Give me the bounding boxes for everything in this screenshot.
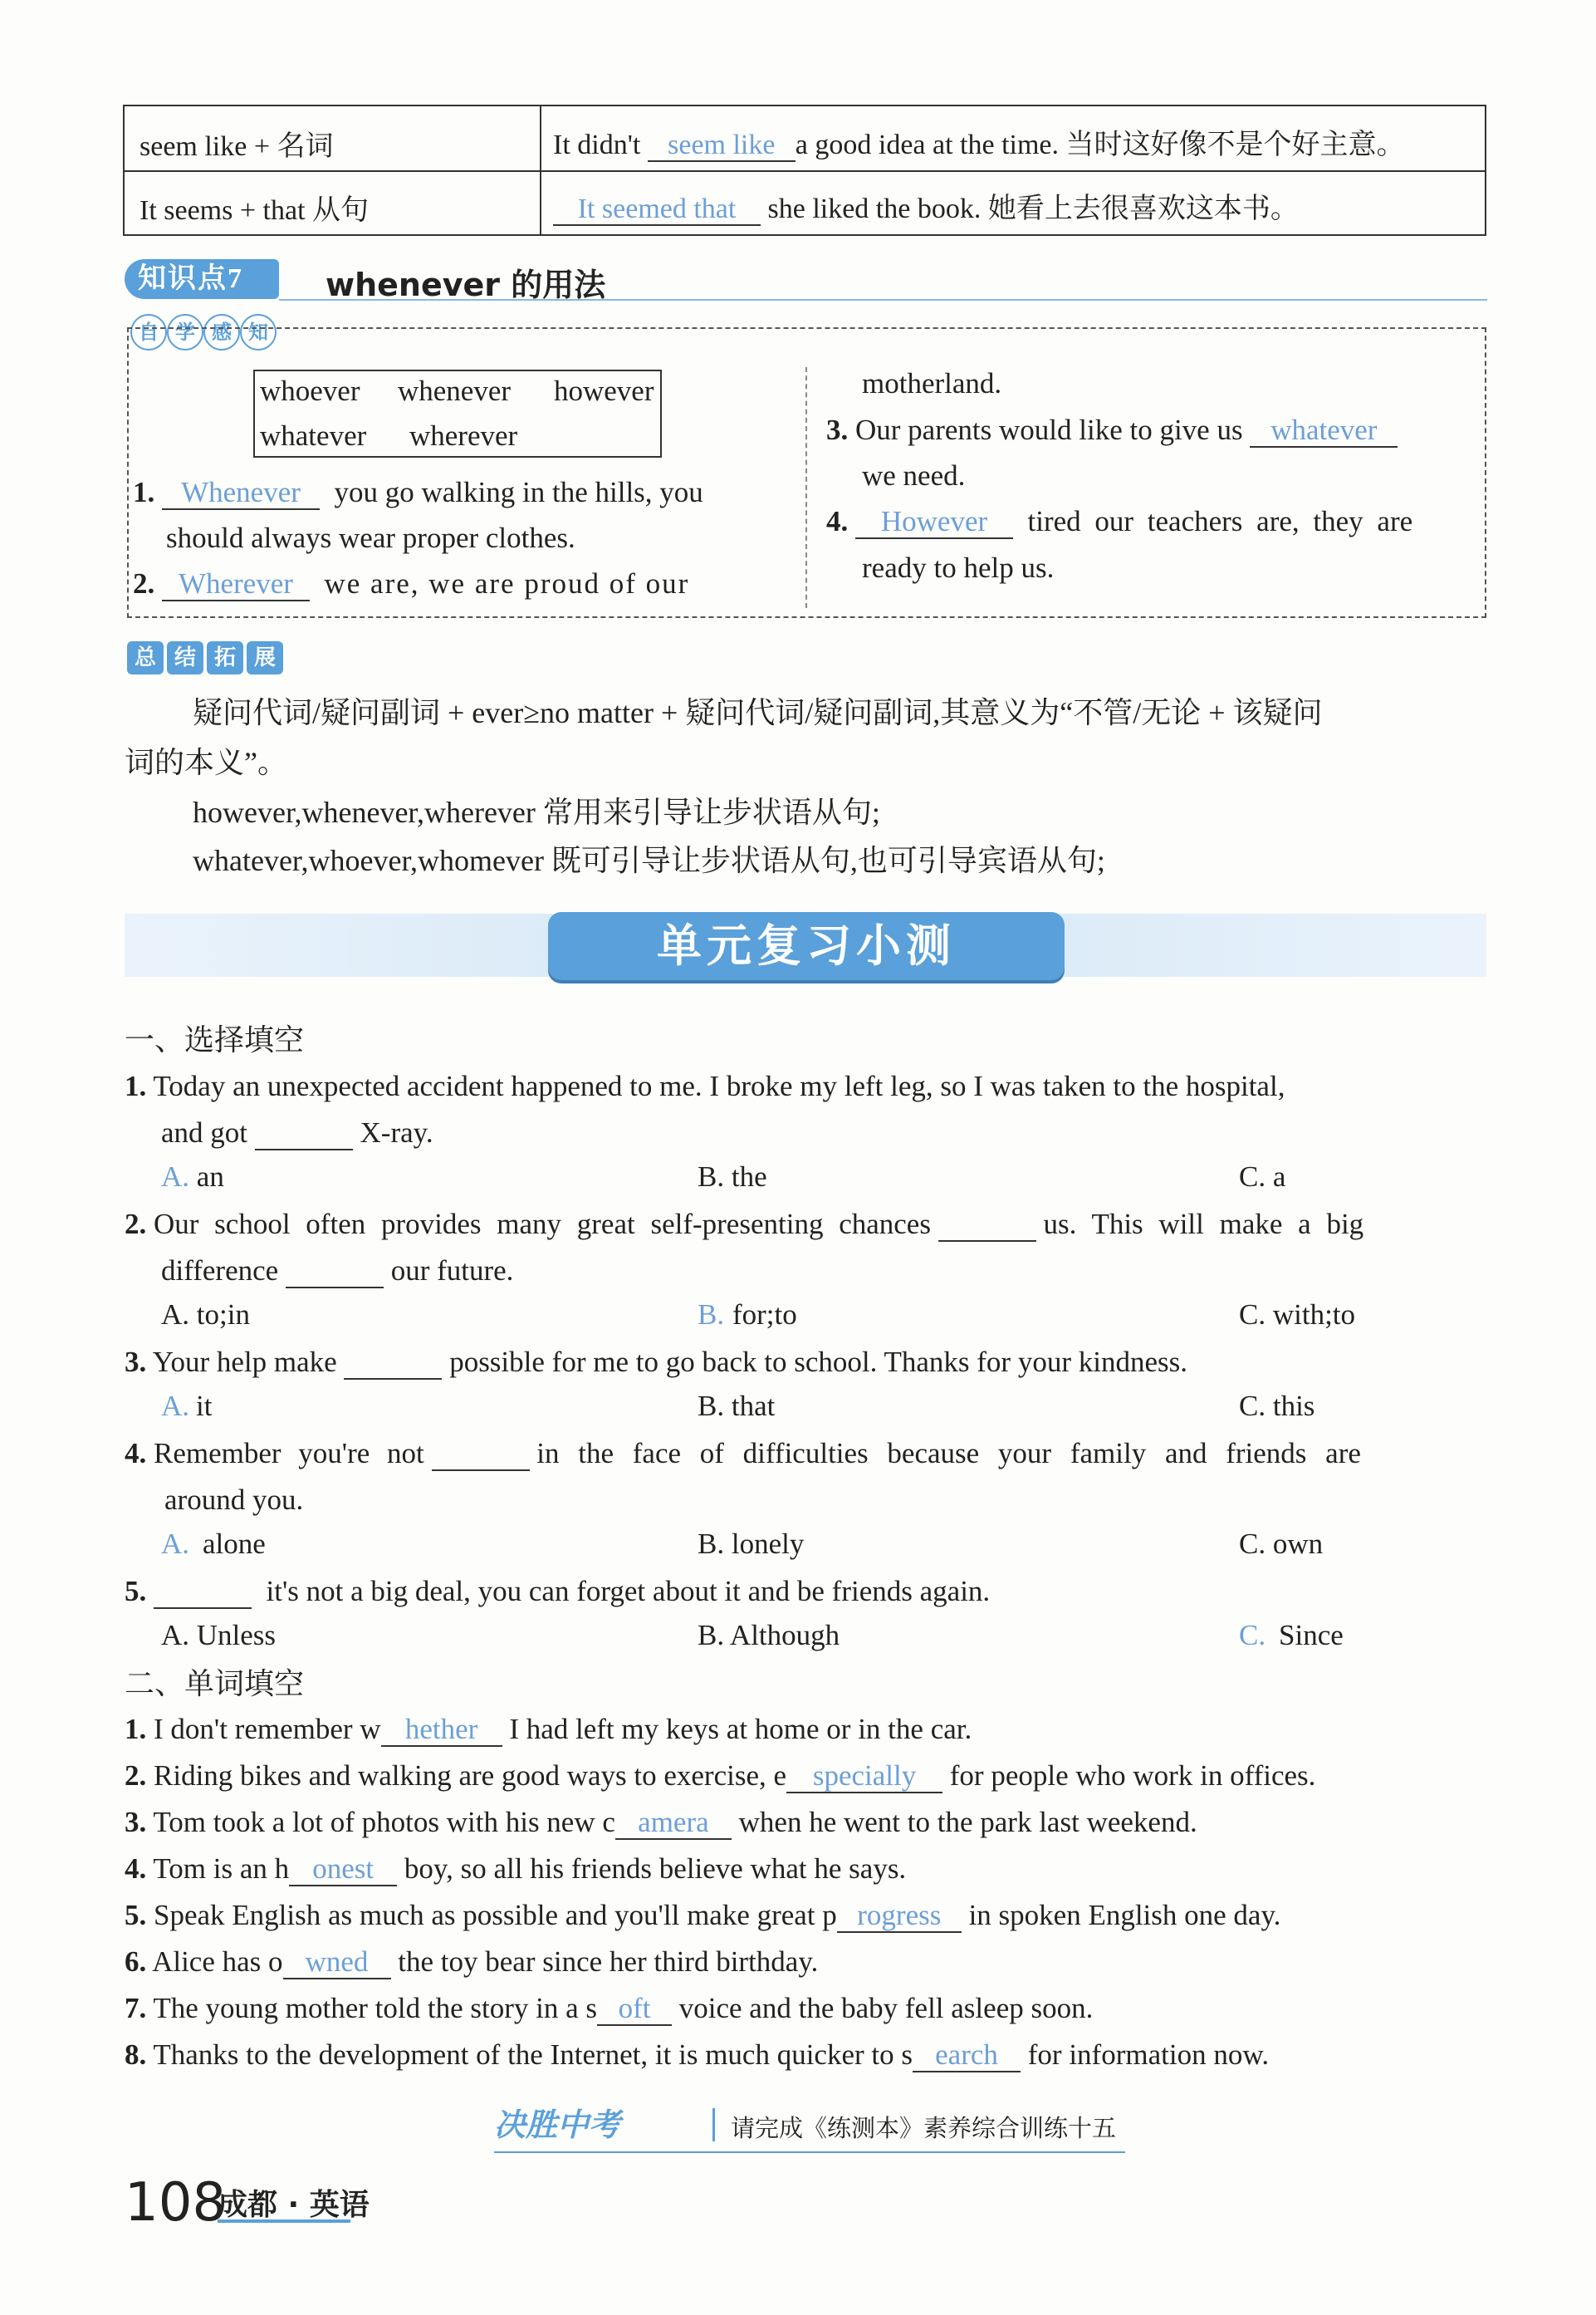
item-text: Speak English as much as possible and you'll make great p	[154, 1899, 837, 1931]
knowledge-point-badge: 知识点7	[125, 259, 279, 299]
column-divider	[805, 367, 807, 608]
question-text: around you.	[164, 1484, 304, 1516]
table-cell-example	[553, 185, 1299, 226]
answer-blank: onest	[289, 1854, 397, 1886]
self-study-badge: 感	[203, 314, 240, 351]
item-number: 6.	[125, 1945, 147, 1978]
fill-item	[125, 1985, 1093, 2032]
answer-letter: A.	[161, 1160, 190, 1193]
item-number: 3.	[125, 1346, 147, 1378]
exercise-item	[133, 469, 703, 516]
item-text: you go walking in the hills, you	[334, 476, 703, 508]
item-text: ready to help us.	[862, 552, 1055, 584]
question-text: in the face of difficulties because your family and friends are	[536, 1437, 1361, 1469]
item-number: 2.	[125, 1759, 147, 1792]
question-text: possible for me to go back to school. Thanks for your kindness.	[449, 1346, 1187, 1378]
fill-item	[125, 1939, 818, 1985]
option-b[interactable]: B. the	[698, 1160, 767, 1193]
summary-badge: 拓	[207, 641, 243, 674]
item-text: I had left my keys at home or in the car.	[509, 1713, 972, 1745]
option-a[interactable]: A. to;in	[161, 1298, 250, 1331]
question-text	[161, 1248, 513, 1294]
item-number: 5.	[125, 1575, 147, 1607]
item-text: Our parents would like to give us	[855, 414, 1243, 446]
question-text: Your help make	[152, 1346, 337, 1378]
footer-divider	[712, 2108, 715, 2141]
answer-blank: Whenever	[162, 478, 320, 510]
word-bank-word: whoever	[260, 375, 360, 407]
summary-badge: 总	[127, 641, 164, 674]
question-text: it's not a big deal, you can forget about it and be friends again.	[266, 1575, 991, 1607]
self-study-badge: 学	[167, 314, 203, 351]
item-number: 1.	[125, 1713, 147, 1745]
answer-blank: wned	[283, 1947, 391, 1979]
option-a[interactable]	[161, 1160, 224, 1194]
item-text: we need.	[862, 459, 966, 492]
item-number: 4.	[125, 1437, 147, 1469]
question-1	[125, 1063, 1486, 1110]
item-number: 4.	[826, 505, 849, 537]
self-study-badge: 自	[130, 314, 167, 351]
word-bank-word: however	[554, 375, 654, 407]
footer-rule	[494, 2151, 1125, 2153]
option-text: an	[196, 1160, 224, 1193]
option-c[interactable]: C. with;to	[1239, 1298, 1356, 1331]
fill-item	[125, 2032, 1269, 2078]
answer-blank: earch	[913, 2040, 1021, 2072]
header-rule	[279, 299, 1487, 301]
page-number: 108	[125, 2172, 227, 2234]
summary-text: whatever,whoever,whomever 既可引导让步状语从句,也可引导宾语从句;	[193, 844, 1105, 877]
item-text: the toy bear since her third birthday.	[398, 1945, 819, 1978]
item-text: Tom took a lot of photos with his new c	[153, 1806, 615, 1838]
item-text: in spoken English one day.	[968, 1899, 1281, 1931]
answer-blank: seem like	[648, 130, 796, 162]
fill-item	[125, 1799, 1197, 1846]
answer-letter: C.	[1239, 1619, 1266, 1651]
item-text: boy, so all his friends believe what he says.	[404, 1852, 907, 1885]
answer-blank: rogress	[837, 1901, 962, 1933]
item-text: Thanks to the development of the Internet, it is much quicker to s	[153, 2038, 913, 2071]
summary-text: 疑问代词/疑问副词 + ever≥no matter + 疑问代词/疑问副词,其意义为“不管/无论 + 该疑问	[193, 696, 1323, 729]
item-text: when he went to the park last weekend.	[738, 1806, 1197, 1838]
item-number: 7.	[125, 1992, 147, 2024]
question-2	[125, 1201, 1363, 1248]
option-c[interactable]: Since	[1279, 1619, 1344, 1651]
exercise-item	[133, 561, 689, 607]
answer-letter: A.	[161, 1528, 190, 1560]
question-5	[125, 1568, 990, 1615]
item-number: 1.	[125, 1070, 147, 1102]
item-text: voice and the baby fell asleep soon.	[678, 1992, 1094, 2024]
page-label: 成都 · 英语	[218, 2188, 370, 2222]
fill-item	[125, 1706, 972, 1753]
item-text: should always wear proper clothes.	[166, 522, 575, 554]
item-text: tired our teachers are, they are	[1027, 505, 1413, 537]
item-text: Alice has o	[152, 1945, 283, 1978]
answer-letter: B.	[698, 1298, 725, 1331]
summary-badge: 结	[167, 641, 203, 674]
answer-letter: A.	[161, 1390, 190, 1422]
item-text: The young mother told the story in a s	[153, 1992, 598, 2024]
example-text: she liked the book. 她看上去很喜欢这本书。	[767, 194, 1299, 224]
exercise-item	[826, 407, 1398, 454]
question-3	[125, 1339, 1187, 1386]
item-number: 5.	[125, 1899, 147, 1931]
item-number: 3.	[826, 414, 849, 446]
word-bank-word: whenever	[398, 375, 512, 407]
word-bank	[253, 370, 662, 458]
footer-instruction: 请完成《练测本》素养综合训练十五	[731, 2114, 1117, 2142]
question-text: difference	[161, 1254, 279, 1287]
section-title: 二、单词填空	[125, 1667, 305, 1701]
option-c[interactable]: C. a	[1239, 1160, 1286, 1193]
knowledge-point-title: whenever 的用法	[326, 267, 606, 303]
example-text: a good idea at the time. 当时这好像不是个好主意。	[795, 130, 1405, 160]
question-text: Remember you're not	[154, 1437, 424, 1469]
option-a[interactable]: A. Unless	[161, 1619, 277, 1651]
summary-text: however,whenever,wherever 常用来引导让步状语从句;	[193, 796, 880, 829]
word-bank-word: whatever	[260, 419, 367, 452]
answer-blank: amera	[615, 1807, 732, 1840]
page-label-underline	[218, 2219, 350, 2223]
item-number: 1.	[133, 476, 155, 508]
table-divider	[540, 106, 541, 234]
table-divider	[125, 170, 1485, 172]
item-text: motherland.	[862, 367, 1002, 400]
brand-logo: 决胜中考	[494, 2107, 621, 2143]
fill-item	[125, 1846, 906, 1892]
item-text: Riding bikes and walking are good ways to exercise, e	[154, 1759, 787, 1792]
item-text: for information now.	[1027, 2038, 1270, 2071]
answer-blank: Wherever	[162, 569, 310, 601]
summary-text: 词的本义”。	[125, 746, 287, 779]
fill-item	[125, 1892, 1280, 1939]
item-number: 2.	[133, 567, 155, 600]
question-text: us. This will make a big	[1043, 1208, 1364, 1240]
answer-blank: oft	[597, 1994, 672, 2026]
word-bank-word: wherever	[409, 419, 518, 452]
question-text: our future.	[390, 1254, 514, 1287]
table-cell-pattern: It seems + that 从句	[140, 195, 370, 226]
answer-blank: However	[855, 507, 1013, 539]
option-c[interactable]: C. own	[1239, 1528, 1324, 1560]
answer-blank: It seemed that	[553, 194, 761, 226]
self-study-badge: 知	[240, 314, 277, 351]
option-b[interactable]: for;to	[732, 1298, 797, 1331]
item-text: for people who work in offices.	[949, 1759, 1316, 1792]
answer-blank: whatever	[1250, 415, 1398, 448]
table-cell-pattern: seem like + 名词	[140, 131, 334, 162]
usage-table	[123, 105, 1486, 236]
option-c[interactable]: C. this	[1239, 1390, 1315, 1422]
question-text: X-ray.	[360, 1116, 433, 1149]
table-cell-example	[553, 121, 1405, 162]
option-b[interactable]: B. that	[698, 1390, 776, 1422]
option-a[interactable]: alone	[203, 1528, 266, 1560]
item-number: 4.	[125, 1852, 147, 1885]
question-text: Today an unexpected accident happened to me. I broke my left leg, so I was taken to the hospital,	[153, 1070, 1285, 1102]
item-number: 3.	[125, 1806, 147, 1838]
question-text: and got	[161, 1116, 248, 1149]
item-text: we are, we are proud of our	[324, 567, 690, 600]
answer-blank: hether	[381, 1714, 502, 1747]
question-4	[125, 1430, 1361, 1477]
option-a[interactable]: it	[196, 1390, 213, 1422]
fill-item	[125, 1753, 1315, 1799]
item-text: Tom is an h	[153, 1852, 290, 1885]
section-title: 一、选择填空	[125, 1023, 305, 1057]
exercise-item	[826, 498, 1412, 545]
answer-blank: specially	[786, 1761, 942, 1793]
item-text: I don't remember w	[154, 1713, 381, 1745]
unit-review-banner: 单元复习小测	[548, 912, 1065, 980]
summary-badge: 展	[247, 641, 283, 674]
item-number: 2.	[125, 1208, 147, 1240]
example-text: It didn't	[553, 130, 641, 160]
question-text	[161, 1110, 433, 1156]
option-b[interactable]: B. Although	[698, 1619, 840, 1651]
item-number: 8.	[125, 2038, 147, 2071]
question-text: Our school often provides many great self-presenting chances	[154, 1208, 931, 1240]
option-b[interactable]: B. lonely	[698, 1528, 805, 1560]
